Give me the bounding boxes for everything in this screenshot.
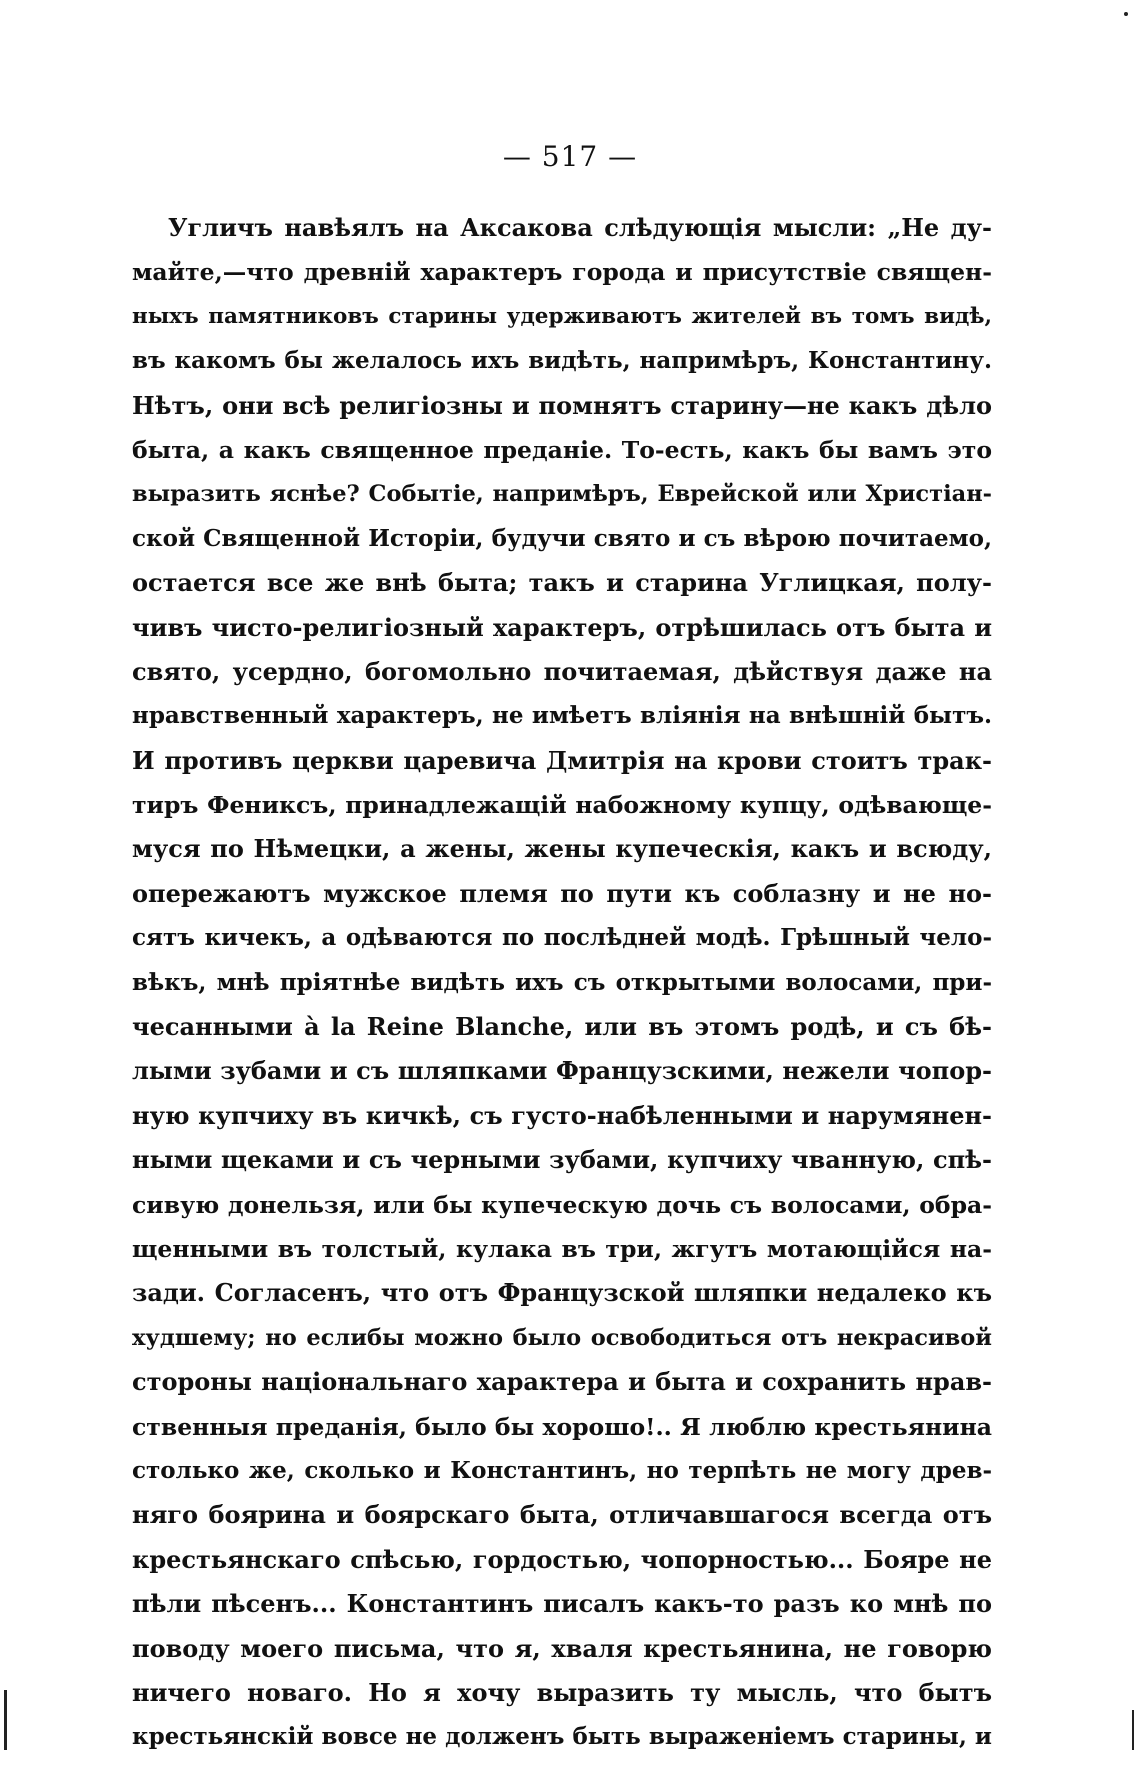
text-line: опережаютъ мужское племя по пути къ соблазну и не но- bbox=[132, 878, 992, 908]
text-line: крестьянскій вовсе не долженъ быть выраженіемъ старины, и bbox=[132, 1723, 992, 1751]
text-line: чесанными à la Reine Blanche, или въ этомъ родѣ, и съ бѣ- bbox=[132, 1012, 992, 1042]
text-line: зади. Согласенъ, что отъ Французской шляпки недалеко къ bbox=[132, 1278, 992, 1308]
text-line: быта, а какъ священное преданіе. То-есть, какъ бы вамъ это bbox=[132, 435, 992, 464]
text-line: щенными въ толстый, кулака въ три, жгутъ мотающійся на- bbox=[132, 1234, 992, 1263]
text-line: И противъ церкви царевича Дмитрія на крови стоитъ трак- bbox=[132, 745, 992, 775]
text-line: крестьянскаго спѣсью, гордостью, чопорностью... Бояре не bbox=[132, 1544, 992, 1574]
text-line: чивъ чисто-религіозный характеръ, отрѣшилась отъ быта и bbox=[132, 612, 992, 642]
text-line: Угличъ навѣялъ на Аксакова слѣдующія мысли: „Не ду- bbox=[168, 213, 992, 242]
text-line: ственныя преданія, было бы хорошо!.. Я люблю крестьянина bbox=[132, 1412, 992, 1441]
text-line: столько же, сколько и Константинъ, но терпѣть не могу древ- bbox=[132, 1456, 992, 1484]
text-line: муся по Нѣмецки, а жены, жены купеческія, какъ и всюду, bbox=[132, 834, 992, 864]
text-line: няго боярина и боярскаго быта, отличавшагося всегда отъ bbox=[132, 1500, 992, 1530]
text-line: сятъ кичекъ, а одѣваются по послѣдней модѣ. Грѣшный чело- bbox=[132, 924, 992, 952]
text-line: ныхъ памятниковъ старины удерживаютъ жителей въ томъ видѣ, bbox=[132, 303, 992, 329]
text-line: Нѣтъ, они всѣ религіозны и помнятъ старину—не какъ дѣло bbox=[132, 390, 992, 420]
text-line: остается все же внѣ быта; такъ и старина Углицкая, полу- bbox=[132, 568, 992, 598]
scan-speck bbox=[1124, 12, 1128, 16]
text-line: стороны національнаго характера и быта и сохранить нрав- bbox=[132, 1367, 992, 1397]
text-line: въ какомъ бы желалось ихъ видѣть, напримѣръ, Константину. bbox=[132, 347, 992, 375]
text-line: вѣкъ, мнѣ пріятнѣе видѣть ихъ съ открытыми волосами, при- bbox=[132, 968, 992, 996]
scan-edge-mark bbox=[4, 1690, 7, 1750]
text-line: ными щеками и съ черными зубами, купчиху чванную, спѣ- bbox=[132, 1145, 992, 1175]
text-line: нравственный характеръ, не имѣетъ вліянія на внѣшній бытъ. bbox=[132, 702, 992, 730]
text-line: ную купчиху въ кичкѣ, съ густо-набѣленными и нарумянен- bbox=[132, 1100, 992, 1130]
text-line: пѣли пѣсенъ... Константинъ писалъ какъ-то разъ ко мнѣ по bbox=[132, 1589, 992, 1619]
text-line: сивую донельзя, или бы купеческую дочь съ волосами, обра- bbox=[132, 1190, 992, 1219]
text-line: майте,—что древній характеръ города и присутствіе священ- bbox=[132, 258, 992, 287]
text-line: тиръ Фениксъ, принадлежащій набожному купцу, одѣвающе- bbox=[132, 791, 992, 820]
scan-edge-mark bbox=[1132, 1710, 1134, 1750]
body-paragraph bbox=[132, 206, 992, 1760]
text-line: худшему; но еслибы можно было освободиться отъ некрасивой bbox=[132, 1324, 992, 1351]
text-line: выразить яснѣе? Событіе, напримѣръ, Еврейской или Христіан- bbox=[132, 481, 992, 508]
text-line: поводу моего письма, что я, хваля крестьянина, не говорю bbox=[132, 1633, 992, 1663]
text-line: ской Священной Исторіи, будучи свято и съ вѣрою почитаемо, bbox=[132, 524, 992, 552]
text-line: лыми зубами и съ шляпками Французскими, нежели чопор- bbox=[132, 1056, 992, 1086]
text-line: свято, усердно, богомольно почитаемая, дѣйствуя даже на bbox=[132, 656, 992, 686]
text-line: ничего новаго. Но я хочу выразить ту мысль, что бытъ bbox=[132, 1677, 992, 1707]
page-number: — 517 — bbox=[502, 140, 638, 173]
